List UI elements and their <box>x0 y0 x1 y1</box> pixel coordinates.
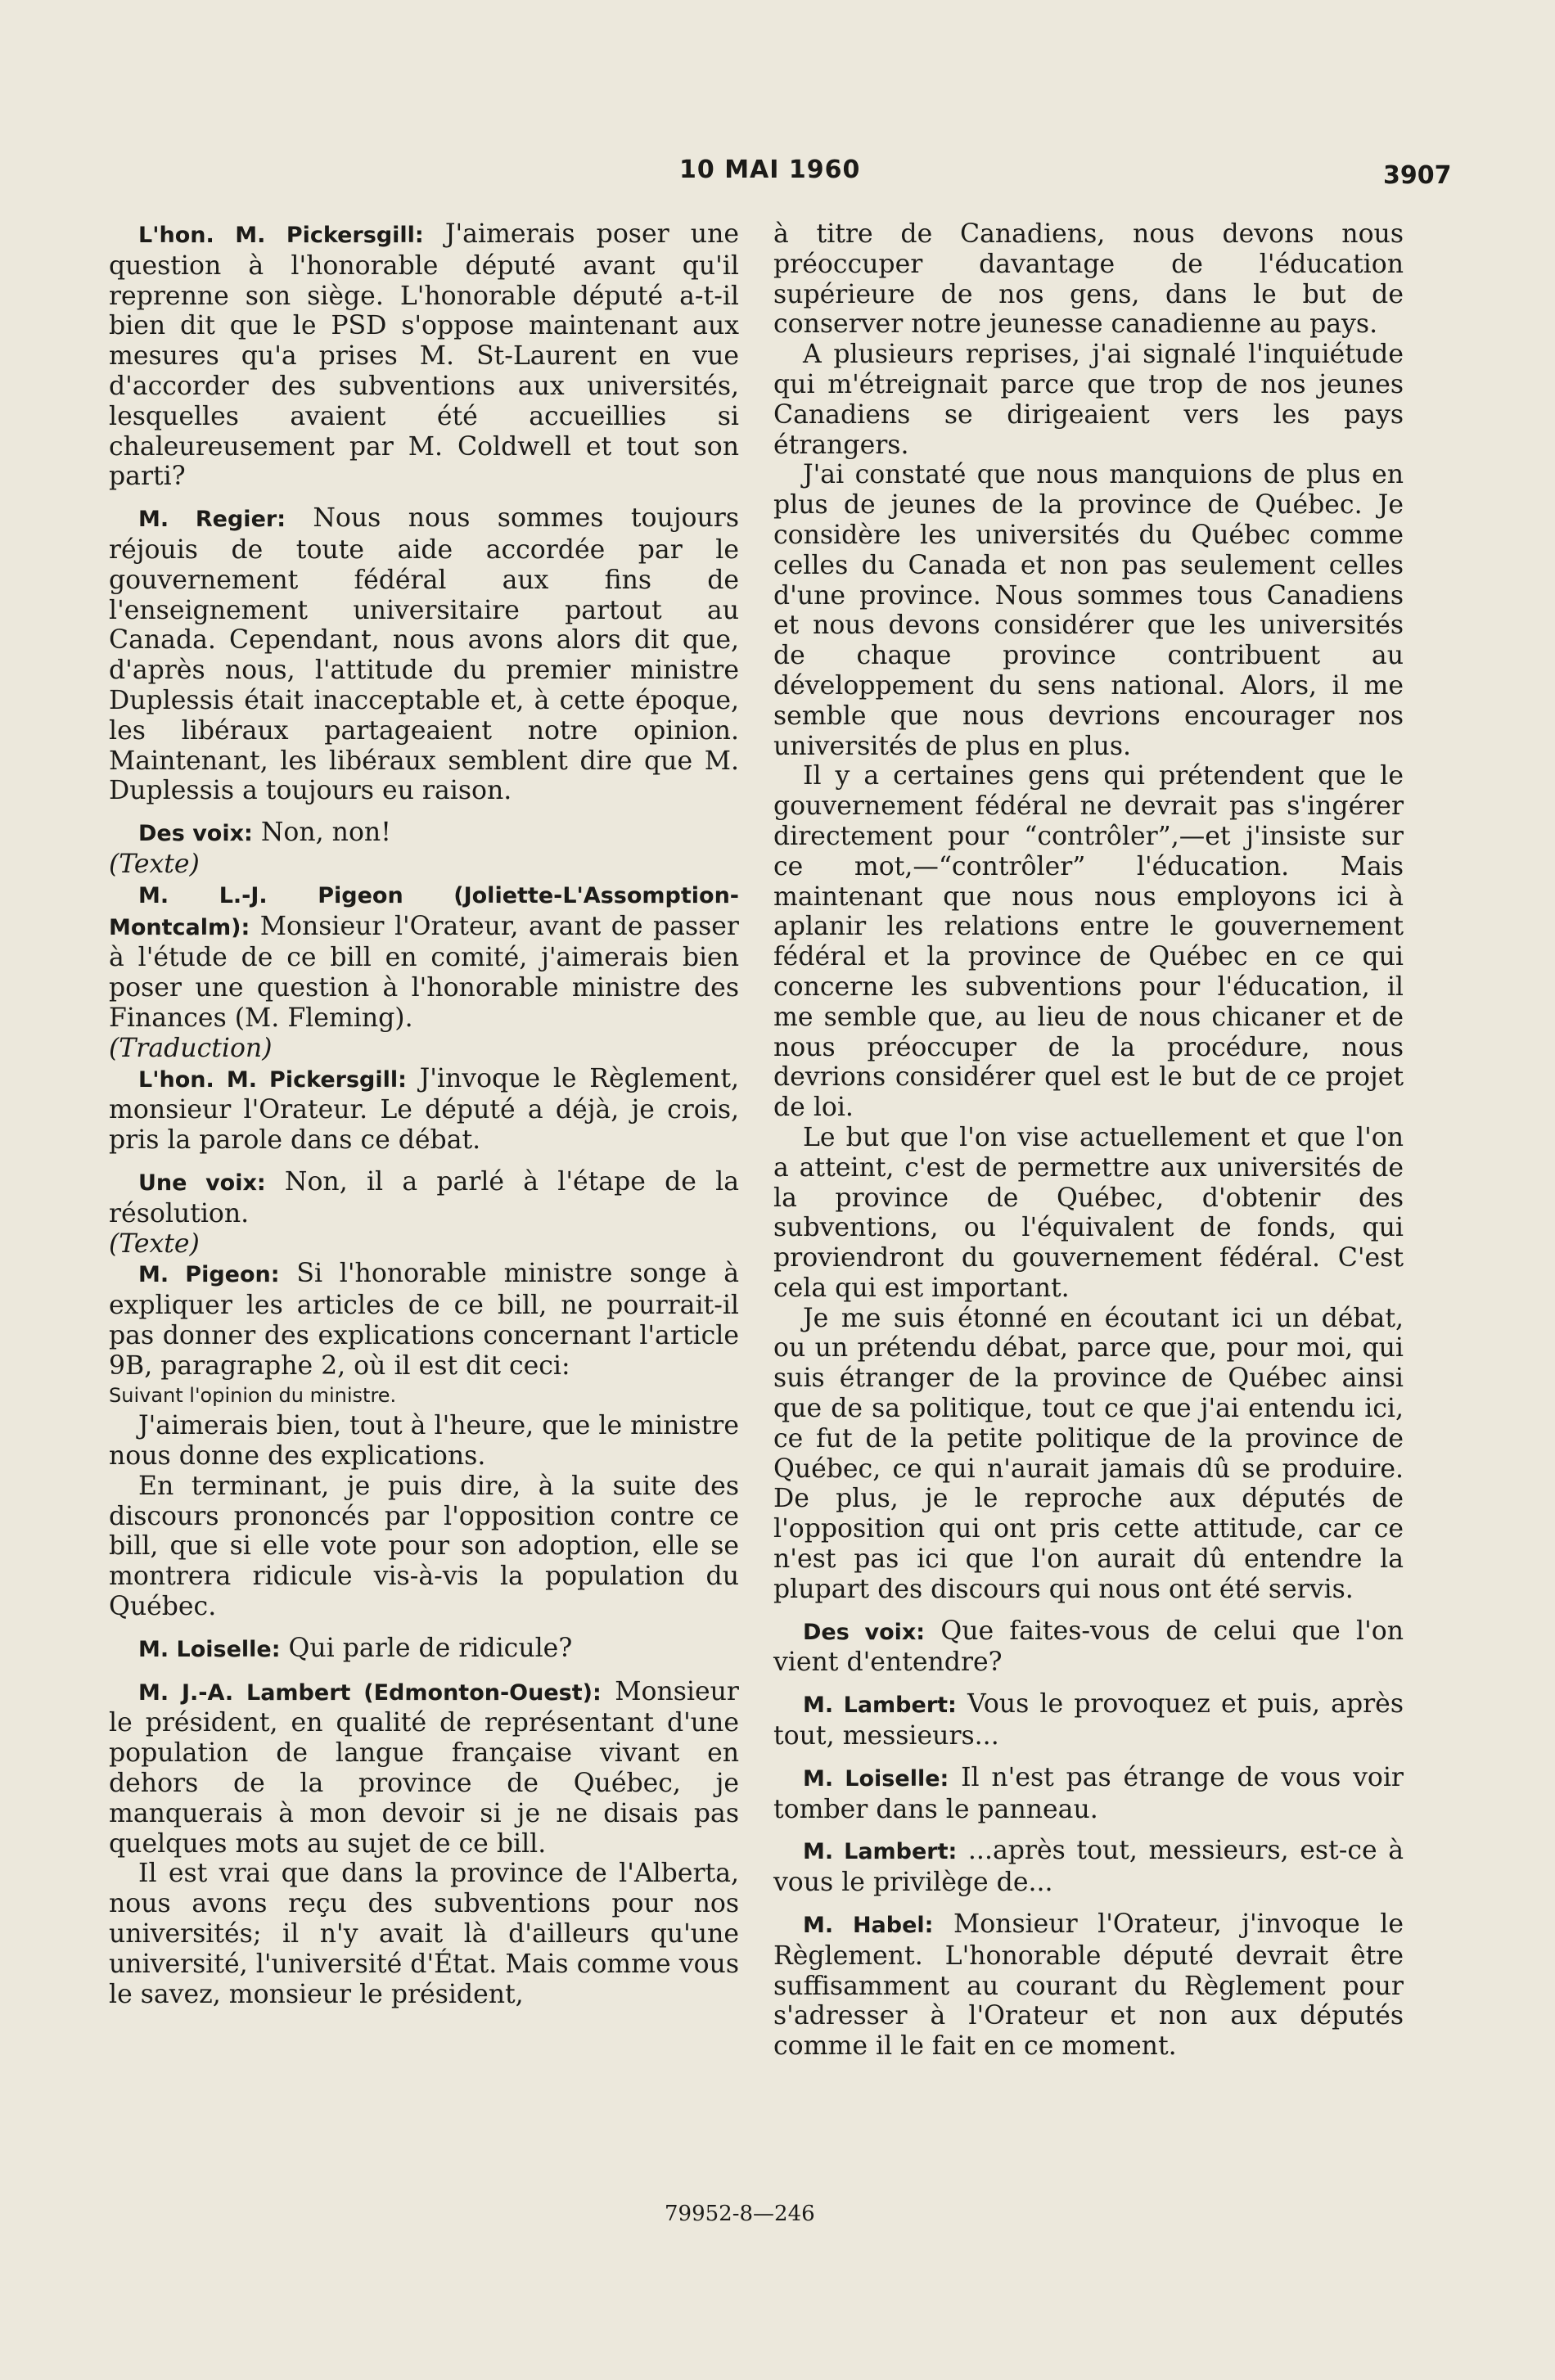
speech-text: Non, non! <box>252 818 391 848</box>
paragraph <box>773 1836 1404 1898</box>
speech-text: Il n'est pas étrange de vous voir tomber dans le panneau. <box>773 1762 1404 1824</box>
left-column <box>109 219 739 2009</box>
speaker-name: M. J.-A. Lambert (Edmonton-Ouest): <box>138 1679 602 1706</box>
speaker-name: M. Loiselle: <box>138 1636 281 1662</box>
paragraph <box>773 1689 1404 1751</box>
speech-text: Nous nous sommes toujours réjouis de toute aide accordée par le gouvernement fédéral aux fins de l'enseignement universitaire partout au Canada. Cependant, nous avons alors dit que, d'après nous, l'attitude du premier ministre Duplessis était inacceptable et, à cette époque, les libéraux partageaient notre opinion. Maintenant, les libéraux semblent dire que M. Duplessis a toujours eu raison. <box>109 503 739 806</box>
speaker-name: L'hon. M. Pickersgill: <box>138 1066 407 1093</box>
paragraph <box>109 1677 739 1859</box>
speaker-name: L'hon. M. Pickersgill: <box>138 223 424 248</box>
speaker-name: M. Lambert: <box>803 1839 958 1865</box>
paragraph: à titre de Canadiens, nous devons nous préoccuper davantage de l'éducation supérieure de nos gens, dans le but de conserver notre jeunesse canadienne au pays. <box>773 219 1404 340</box>
paragraph <box>773 1909 1404 2062</box>
speech-text: Non, il a parlé à l'étape de la résolution. <box>109 1166 739 1228</box>
paragraph <box>109 818 739 850</box>
section-label: (Texte) <box>109 1228 200 1259</box>
paragraph <box>109 219 739 492</box>
speaker-name: M. Pigeon: <box>138 1262 280 1288</box>
paragraph: Je me suis étonné en écoutant ici un débat, ou un prétendu débat, parce que, pour moi, qui suis étranger de la province de Québec ainsi que de sa politique, tout ce que j'ai entendu ici, ce fut de la petite politique de la province de Québec, ce qui n'aurait jamais dû se produire. De plus, je le reproche aux députés de l'opposition qui ont pris cette attitude, car ce n'est pas ici que l'on aurait dû entendre la plupart des discours qui nous ont été servis. <box>773 1303 1404 1604</box>
right-column <box>773 219 1404 2062</box>
speaker-name: Des voix: <box>138 821 253 847</box>
speaker-name: M. Lambert: <box>803 1693 957 1719</box>
speech-text: Monsieur l'Orateur, j'invoque le Règlement. L'honorable député devrait être suffisamment au courant du Règlement pour s'adresser à l'Orateur et non aux députés comme il le fait en ce moment. <box>773 1909 1404 2062</box>
speech-text: Vous le provoquez et puis, après tout, messieurs... <box>773 1689 1404 1751</box>
paragraph <box>773 1763 1404 1825</box>
paragraph <box>109 503 739 806</box>
paragraph <box>109 1167 739 1229</box>
speech-text: Si l'honorable ministre songe à expliquer les articles de ce bill, ne pourrait-il pas donner des explications concernant l'article 9B, paragraphe 2, où il est dit ceci: <box>109 1259 739 1381</box>
speech-text: ...après tout, messieurs, est-ce à vous le privilège de... <box>773 1836 1404 1898</box>
paragraph: A plusieurs reprises, j'ai signalé l'inquiétude qui m'étreignait parce que trop de nos jeunes Canadiens se dirigeaient vers les pays étrangers. <box>773 340 1404 460</box>
speech-text: Monsieur le président, en qualité de représentant d'une population de langue française vivant en dehors de la province de Québec, je manquerais à mon devoir si je ne disais pas quelques mots au sujet de ce bill. <box>109 1676 739 1859</box>
speech-text: Que faites-vous de celui que l'on vient d'entendre? <box>773 1616 1404 1678</box>
paragraph <box>109 1259 739 1381</box>
section-label: (Texte) <box>109 849 200 879</box>
speech-text: J'invoque le Règlement, monsieur l'Orateur. Le député a déjà, je crois, pris la parole dans ce débat. <box>109 1063 739 1156</box>
paragraph: Il est vrai que dans la province de l'Alberta, nous avons reçu des subventions pour nos universités; il n'y avait là d'ailleurs qu'une université, l'université d'État. Mais comme vous le savez, monsieur le président, <box>109 1859 739 2009</box>
speaker-name: Des voix: <box>803 1619 926 1645</box>
speech-text: J'aimerais poser une question à l'honorable député avant qu'il reprenne son siège. L'honorable député a-t-il bien dit que le PSD s'oppose maintenant aux mesures qu'a prises M. St-Laurent en vue d'accorder des subventions aux universités, lesquelles avaient été accueillies si chaleureusement par M. Coldwell et tout son parti? <box>109 219 739 492</box>
paragraph <box>109 1064 739 1156</box>
paragraph: Le but que l'on vise actuellement et que l'on a atteint, c'est de permettre aux universités de la province de Québec, d'obtenir des subventions, ou l'équivalent de fonds, qui proviendront du gouvernement fédéral. C'est cela qui est important. <box>773 1122 1404 1303</box>
speaker-name: M. Regier: <box>138 507 286 533</box>
paragraph: J'ai constaté que nous manquions de plus en plus de jeunes de la province de Québec. Je considère les universités du Québec comme celles du Canada et non pas seulement celles d'une province. Nous sommes tous Canadiens et nous devons considérer que les universités de chaque province contribuent au développement du sens national. Alors, il me semble que nous devrions encourager nos universités de plus en plus. <box>773 460 1404 761</box>
speaker-name: M. Habel: <box>803 1913 934 1939</box>
page-number: 3907 <box>1383 161 1452 190</box>
print-code: 79952-8—246 <box>665 2202 815 2226</box>
speaker-name: M. Loiselle: <box>803 1765 949 1792</box>
section-label: (Traduction) <box>109 1033 273 1063</box>
quoted-text: Suivant l'opinion du ministre. <box>109 1384 397 1408</box>
paragraph: Il y a certaines gens qui prétendent que le gouvernement fédéral ne devrait pas s'ingérer directement pour “contrôler”,—et j'insiste sur ce mot,—“contrôler” l'éducation. Mais maintenant que nous nous employons ici à aplanir les relations entre le gouvernement fédéral et la province de Québec en ce qui concerne les subventions pour l'éducation, il me semble que, au lieu de nous chicaner et de nous préoccuper de la procédure, nous devrions considérer quel est le but de ce projet de loi. <box>773 761 1404 1123</box>
paragraph: J'aimerais bien, tout à l'heure, que le ministre nous donne des explications. <box>109 1411 739 1472</box>
paragraph <box>773 1616 1404 1679</box>
paragraph <box>109 1634 739 1666</box>
speech-text: Monsieur l'Orateur, avant de passer à l'étude de ce bill en comité, j'aimerais bien poser une question à l'honorable ministre des Finances (M. Fleming). <box>109 911 739 1033</box>
paragraph: En terminant, je puis dire, à la suite des discours prononcés par l'opposition contre ce bill, que si elle vote pour son adoption, elle se montrera ridicule vis-à-vis la population du Québec. <box>109 1471 739 1622</box>
speech-text: Qui parle de ridicule? <box>280 1633 573 1663</box>
speaker-name: M. L.-J. Pigeon (Joliette-L'Assomption-Montcalm): <box>109 882 739 940</box>
speaker-name: Une voix: <box>138 1170 266 1196</box>
page-date: 10 MAI 1960 <box>679 156 861 184</box>
paragraph <box>109 880 739 1034</box>
